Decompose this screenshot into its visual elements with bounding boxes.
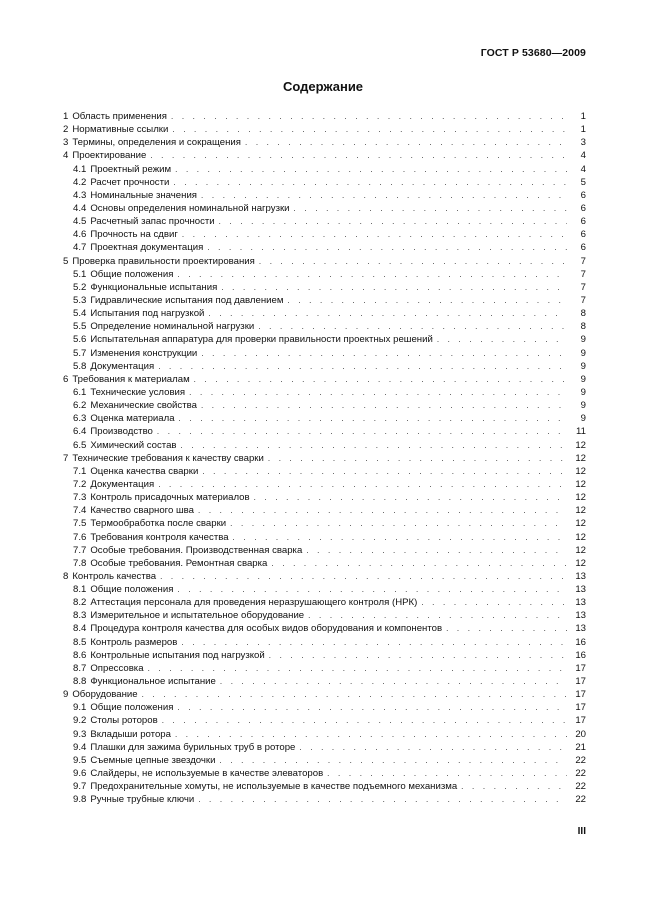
toc-entry-title: Требования к материалам — [72, 373, 190, 385]
toc-entry-page: 12 — [575, 531, 586, 543]
toc-entry-title: Вкладыши ротора — [90, 728, 171, 740]
toc-entry-title: Проектный режим — [90, 163, 172, 175]
toc-entry[interactable] — [63, 675, 586, 688]
toc-entry-page: 1 — [580, 124, 586, 136]
toc-entry-title: Прочность на сдвиг — [90, 229, 178, 241]
toc-entry-number: 4.1 — [73, 163, 87, 175]
toc-entry[interactable] — [63, 136, 586, 149]
toc-entry-title: Оценка качества сварки — [90, 465, 199, 477]
toc-entry-page: 9 — [580, 373, 586, 385]
toc-entry[interactable] — [63, 465, 586, 478]
toc-entry-page: 9 — [580, 334, 586, 346]
toc-dot-leader — [219, 215, 567, 228]
toc-entry-title: Общие положения — [90, 268, 174, 280]
toc-entry[interactable] — [63, 373, 586, 386]
toc-dot-leader — [269, 649, 567, 662]
toc-entry-page: 12 — [575, 478, 586, 490]
toc-entry-number: 8.4 — [73, 623, 87, 635]
toc-entry-page: 17 — [575, 715, 586, 727]
toc-entry[interactable] — [63, 504, 586, 517]
toc-entry-number: 6 — [63, 373, 69, 385]
toc-dot-leader — [172, 123, 567, 136]
toc-entry-number: 5.8 — [73, 360, 87, 372]
toc-entry-title: Контроль размеров — [90, 636, 178, 648]
toc-dot-leader — [437, 333, 567, 346]
toc-entry-page: 6 — [580, 229, 586, 241]
toc-dot-leader — [177, 701, 567, 714]
toc-entry[interactable] — [63, 570, 586, 583]
toc-entry-number: 4.2 — [73, 176, 87, 188]
toc-dot-leader — [299, 741, 567, 754]
toc-entry[interactable] — [63, 544, 586, 557]
toc-entry-number: 4 — [63, 150, 69, 162]
toc-entry-title: Опрессовка — [90, 662, 144, 674]
toc-entry[interactable] — [63, 347, 586, 360]
toc-entry-title: Съемные цепные звездочки — [90, 754, 216, 766]
toc-entry-page: 16 — [575, 649, 586, 661]
toc-dot-leader — [201, 399, 567, 412]
toc-dot-leader — [181, 636, 567, 649]
toc-entry[interactable] — [63, 636, 586, 649]
toc-entry-number: 9.3 — [73, 728, 87, 740]
toc-entry[interactable] — [63, 793, 586, 806]
toc-entry-page: 5 — [580, 176, 586, 188]
toc-entry[interactable] — [63, 123, 586, 136]
toc-entry[interactable] — [63, 767, 586, 780]
toc-entry-title: Ручные трубные ключи — [90, 794, 195, 806]
toc-dot-leader — [327, 767, 567, 780]
toc-dot-leader — [160, 570, 567, 583]
toc-entry-page: 7 — [580, 255, 586, 267]
toc-entry-page: 21 — [575, 741, 586, 753]
toc-entry-page: 13 — [575, 584, 586, 596]
toc-entry-number: 6.1 — [73, 386, 87, 398]
toc-entry[interactable] — [63, 754, 586, 767]
toc-entry-page: 8 — [580, 308, 586, 320]
toc-entry[interactable] — [63, 714, 586, 727]
toc-entry-number: 7.3 — [73, 492, 87, 504]
toc-dot-leader — [148, 662, 567, 675]
toc-entry-page: 20 — [575, 728, 586, 740]
toc-entry-title: Предохранительные хомуты, не используемые в качестве подъемного механизма — [90, 781, 458, 793]
toc-entry-page: 7 — [580, 294, 586, 306]
toc-entry-page: 22 — [575, 768, 586, 780]
toc-entry-page: 8 — [580, 321, 586, 333]
toc-dot-leader — [446, 622, 567, 635]
toc-entry[interactable] — [63, 583, 586, 596]
toc-entry-page: 17 — [575, 689, 586, 701]
toc-dot-leader — [202, 465, 567, 478]
toc-dot-leader — [177, 583, 567, 596]
toc-entry[interactable] — [63, 439, 586, 452]
toc-entry-page: 9 — [580, 360, 586, 372]
toc-entry-title: Область применения — [72, 111, 167, 122]
toc-entry-title: Определение номинальной нагрузки — [90, 321, 255, 333]
toc-entry[interactable] — [63, 163, 586, 176]
toc-entry-number: 5.7 — [73, 347, 87, 359]
toc-entry-page: 6 — [580, 242, 586, 254]
toc-entry[interactable] — [63, 649, 586, 662]
toc-entry-page: 9 — [580, 400, 586, 412]
toc-entry-page: 12 — [575, 557, 586, 569]
toc-entry-number: 6.3 — [73, 413, 87, 425]
toc-dot-leader — [198, 793, 567, 806]
toc-entry-title: Документация — [90, 360, 155, 372]
toc-entry-number: 4.3 — [73, 189, 87, 201]
toc-dot-leader — [194, 373, 567, 386]
toc-entry-number: 8.1 — [73, 584, 87, 596]
toc-entry[interactable] — [63, 360, 586, 373]
toc-entry-number: 6.4 — [73, 426, 87, 438]
toc-dot-leader — [294, 202, 567, 215]
toc-entry-title: Нормативные ссылки — [72, 124, 169, 136]
toc-entry-number: 7.5 — [73, 518, 87, 530]
toc-entry-page: 13 — [575, 610, 586, 622]
toc-entry[interactable] — [63, 307, 586, 320]
toc-entry-number: 7.1 — [73, 465, 87, 477]
toc-entry-title: Производство — [90, 426, 153, 438]
toc-entry-page: 9 — [580, 386, 586, 398]
toc-entry-number: 8.2 — [73, 597, 87, 609]
toc-entry-number: 8.8 — [73, 676, 87, 688]
toc-entry-number: 9.2 — [73, 715, 87, 727]
toc-dot-leader — [157, 425, 567, 438]
toc-entry-page: 12 — [575, 544, 586, 556]
toc-entry-page: 12 — [575, 518, 586, 530]
toc-dot-leader — [258, 320, 567, 333]
toc-dot-leader — [189, 386, 567, 399]
toc-entry-number: 5.3 — [73, 294, 87, 306]
toc-entry-number: 4.4 — [73, 202, 87, 214]
toc-entry-number: 5 — [63, 255, 69, 267]
toc-entry-number: 7.2 — [73, 478, 87, 490]
toc-entry-number: 7 — [63, 452, 69, 464]
toc-entry[interactable] — [63, 688, 586, 701]
toc-dot-leader — [233, 531, 567, 544]
toc-entry-number: 7.7 — [73, 544, 87, 556]
toc-entry-title: Оценка материала — [90, 413, 175, 425]
toc-entry[interactable] — [63, 399, 586, 412]
toc-entry-page: 12 — [575, 505, 586, 517]
toc-entry[interactable] — [63, 320, 586, 333]
toc-entry[interactable] — [63, 662, 586, 675]
toc-entry-title: Расчет прочности — [90, 176, 170, 188]
toc-dot-leader — [271, 557, 567, 570]
toc-entry-number: 2 — [63, 124, 69, 136]
toc-entry-number: 5.5 — [73, 321, 87, 333]
toc-entry[interactable] — [63, 110, 586, 123]
toc-entry-page: 11 — [576, 426, 586, 438]
toc-dot-leader — [306, 544, 567, 557]
toc-entry-number: 7.6 — [73, 531, 87, 543]
toc-dot-leader — [201, 347, 567, 360]
toc-dot-leader — [177, 268, 567, 281]
toc-dot-leader — [179, 412, 567, 425]
toc-entry[interactable] — [63, 149, 586, 162]
toc-dot-leader — [421, 596, 567, 609]
toc-dot-leader — [158, 478, 567, 491]
toc-entry-page: 17 — [575, 702, 586, 714]
toc-entry[interactable] — [63, 780, 586, 793]
toc-entry-page: 6 — [580, 189, 586, 201]
toc-entry-page: 3 — [580, 137, 586, 149]
toc-entry-title: Особые требования. Производственная сварка — [90, 544, 303, 556]
page-title: Содержание — [282, 79, 364, 94]
toc-entry-title: Проверка правильности проектирования — [72, 255, 255, 267]
toc-entry[interactable] — [63, 478, 586, 491]
toc-entry[interactable] — [63, 531, 586, 544]
toc-entry-page: 9 — [580, 413, 586, 425]
toc-entry-number: 4.5 — [73, 216, 87, 228]
toc-dot-leader — [175, 728, 567, 741]
toc-entry[interactable] — [63, 215, 586, 228]
toc-entry-page: 22 — [575, 781, 586, 793]
toc-entry-page: 4 — [580, 150, 586, 162]
toc-entry[interactable] — [63, 176, 586, 189]
toc-entry-title: Плашки для зажима бурильных труб в роторе — [90, 741, 296, 753]
toc-entry-number: 9.6 — [73, 768, 87, 780]
toc-entry[interactable] — [63, 425, 586, 438]
toc-entry-title: Расчетный запас прочности — [90, 216, 215, 228]
toc-entry-title: Слайдеры, не используемые в качестве элеваторов — [90, 768, 324, 780]
toc-entry[interactable] — [63, 596, 586, 609]
toc-entry-title: Столы роторов — [90, 715, 158, 727]
toc-entry-title: Технические требования к качеству сварки — [72, 452, 264, 464]
toc-entry[interactable] — [63, 412, 586, 425]
toc-dot-leader — [259, 255, 567, 268]
toc-entry-number: 5.2 — [73, 281, 87, 293]
toc-entry-title: Механические свойства — [90, 400, 197, 412]
toc-dot-leader — [201, 189, 567, 202]
toc-dot-leader — [461, 780, 567, 793]
toc-entry-title: Контроль качества — [72, 570, 157, 582]
toc-dot-leader — [150, 149, 567, 162]
toc-entry-number: 8.6 — [73, 649, 87, 661]
toc-entry-number: 9.8 — [73, 794, 87, 806]
toc-dot-leader — [230, 517, 567, 530]
toc-entry-title: Оборудование — [72, 689, 138, 701]
toc-entry[interactable] — [63, 741, 586, 754]
toc-entry-title: Особые требования. Ремонтная сварка — [90, 557, 268, 569]
toc-entry-number: 9.1 — [73, 702, 87, 714]
toc-entry-number: 9 — [63, 689, 69, 701]
toc-entry-number: 4.7 — [73, 242, 87, 254]
toc-entry-title: Технические условия — [90, 386, 186, 398]
toc-dot-leader — [219, 754, 567, 767]
toc-entry-title: Измерительное и испытательное оборудование — [90, 610, 305, 622]
toc-entry[interactable] — [63, 517, 586, 530]
toc-dot-leader — [173, 176, 567, 189]
toc-entry-title: Основы определения номинальной нагрузки — [90, 202, 290, 214]
toc-entry-page: 12 — [575, 492, 586, 504]
toc-entry-title: Термины, определения и сокращения — [72, 137, 241, 149]
toc-dot-leader — [158, 360, 567, 373]
toc-dot-leader — [221, 281, 567, 294]
toc-entry-number: 1 — [63, 111, 69, 122]
toc-entry-number: 5.4 — [73, 308, 87, 320]
toc-entry-title: Контрольные испытания под нагрузкой — [90, 649, 265, 661]
toc-entry-title: Функциональные испытания — [90, 281, 218, 293]
toc-dot-leader — [171, 110, 567, 123]
toc-entry[interactable] — [63, 241, 586, 254]
toc-entry-page: 22 — [575, 754, 586, 766]
toc-entry-number: 9.7 — [73, 781, 87, 793]
toc-entry[interactable] — [63, 202, 586, 215]
toc-entry-title: Документация — [90, 478, 155, 490]
toc-entry-title: Проектирование — [72, 150, 147, 162]
toc-dot-leader — [207, 241, 567, 254]
toc-entry-page: 12 — [575, 439, 586, 451]
toc-dot-leader — [142, 688, 567, 701]
toc-entry-title: Номинальные значения — [90, 189, 197, 201]
toc-entry-number: 4.6 — [73, 229, 87, 241]
toc-entry-title: Качество сварного шва — [90, 505, 194, 517]
toc-entry[interactable] — [63, 255, 586, 268]
toc-entry-number: 6.5 — [73, 439, 87, 451]
toc-entry-number: 8.3 — [73, 610, 87, 622]
toc-entry-page: 12 — [575, 452, 586, 464]
toc-entry-page: 22 — [575, 794, 586, 806]
toc-entry-number: 9.4 — [73, 741, 87, 753]
toc-entry[interactable] — [63, 491, 586, 504]
toc-dot-leader — [287, 294, 567, 307]
toc-entry[interactable] — [63, 333, 586, 346]
toc-entry-title: Аттестация персонала для проведения неразрушающего контроля (НРК) — [90, 597, 418, 609]
toc-dot-leader — [254, 491, 567, 504]
toc-entry-page: 16 — [575, 636, 586, 648]
toc-entry-page: 6 — [580, 216, 586, 228]
toc-dot-leader — [162, 714, 567, 727]
toc-entry-title: Общие положения — [90, 702, 174, 714]
toc-entry[interactable] — [63, 701, 586, 714]
toc-entry-page: 4 — [580, 163, 586, 175]
toc-dot-leader — [181, 439, 567, 452]
toc-entry-number: 5.6 — [73, 334, 87, 346]
toc-entry-number: 6.2 — [73, 400, 87, 412]
toc-entry[interactable] — [63, 609, 586, 622]
toc-dot-leader — [208, 307, 567, 320]
toc-dot-leader — [245, 136, 567, 149]
toc-dot-leader — [175, 163, 567, 176]
toc-entry[interactable] — [63, 268, 586, 281]
toc-entry-title: Химический состав — [90, 439, 177, 451]
toc-entry-number: 5.1 — [73, 268, 87, 280]
toc-entry[interactable] — [63, 728, 586, 741]
toc-entry[interactable] — [63, 189, 586, 202]
toc-entry-number: 8.5 — [73, 636, 87, 648]
toc-entry-page: 12 — [575, 465, 586, 477]
toc-entry-title: Проектная документация — [90, 242, 204, 254]
toc-entry-page: 9 — [580, 347, 586, 359]
toc-entry-title: Гидравлические испытания под давлением — [90, 294, 284, 306]
toc-entry-title: Термообработка после сварки — [90, 518, 227, 530]
toc-entry-title: Функциональное испытание — [90, 676, 216, 688]
toc-dot-leader — [308, 609, 567, 622]
toc-entry-page: 13 — [575, 623, 586, 635]
toc-entry-page: 7 — [580, 268, 586, 280]
table-of-contents — [63, 110, 586, 806]
toc-entry-page: 17 — [575, 662, 586, 674]
toc-entry-page: 13 — [575, 597, 586, 609]
toc-entry[interactable] — [63, 281, 586, 294]
toc-entry-number: 7.4 — [73, 505, 87, 517]
toc-entry[interactable] — [63, 228, 586, 241]
toc-entry-page: 13 — [575, 570, 586, 582]
toc-entry-title: Испытания под нагрузкой — [90, 308, 205, 320]
toc-entry-number: 7.8 — [73, 557, 87, 569]
toc-dot-leader — [220, 675, 567, 688]
toc-dot-leader — [182, 228, 567, 241]
toc-entry-number: 8.7 — [73, 662, 87, 674]
toc-dot-leader — [198, 504, 567, 517]
standard-designation: ГОСТ Р 53680—2009 — [480, 47, 586, 59]
toc-entry-title: Процедура контроля качества для особых видов оборудования и компонентов — [90, 623, 443, 635]
toc-entry-page: 1 — [580, 111, 586, 122]
page-number: III — [577, 826, 586, 837]
toc-entry-title: Требования контроля качества — [90, 531, 229, 543]
toc-entry[interactable] — [63, 294, 586, 307]
toc-entry-number: 8 — [63, 570, 69, 582]
toc-dot-leader — [268, 452, 567, 465]
toc-entry[interactable] — [63, 557, 586, 570]
toc-entry-page: 6 — [580, 202, 586, 214]
toc-entry-title: Испытательная аппаратура для проверки правильности проектных решений — [90, 334, 433, 346]
toc-entry-number: 3 — [63, 137, 69, 149]
toc-entry[interactable] — [63, 452, 586, 465]
toc-entry[interactable] — [63, 622, 586, 635]
toc-entry-title: Контроль присадочных материалов — [90, 492, 250, 504]
toc-entry[interactable] — [63, 386, 586, 399]
toc-entry-number: 9.5 — [73, 754, 87, 766]
toc-entry-title: Изменения конструкции — [90, 347, 198, 359]
toc-entry-title: Общие положения — [90, 584, 174, 596]
toc-entry-page: 7 — [580, 281, 586, 293]
toc-entry-page: 17 — [575, 676, 586, 688]
